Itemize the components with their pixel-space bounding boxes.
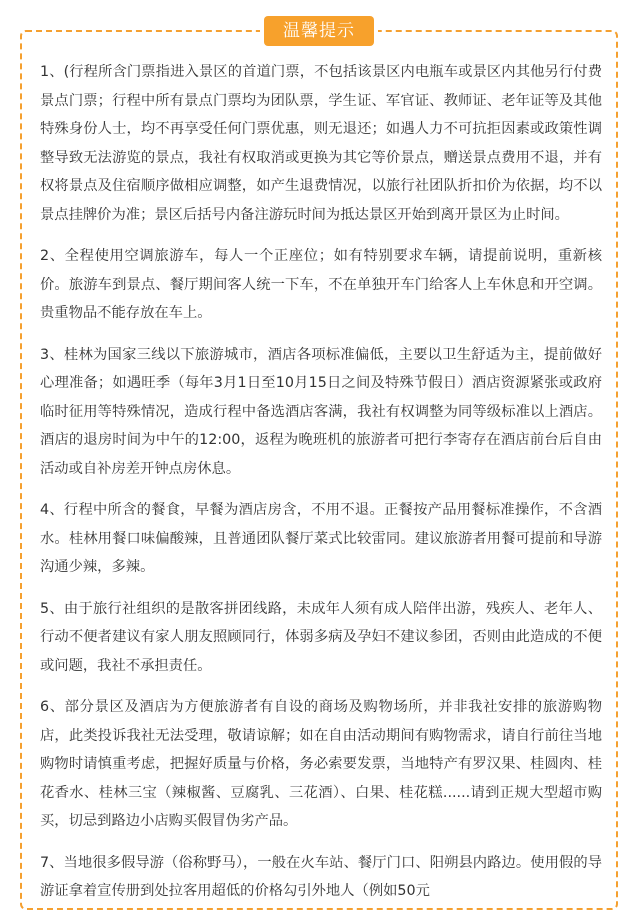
notice-paragraph-5: 5、由于旅行社组织的是散客拼团线路，未成年人须有成人陪伴出游，残疾人、老年人、行动不便者建议有家人朋友照顾同行，体弱多病及孕妇不建议参团，否则由此造成的不便或问题，我社不承担责任。 — [40, 600, 602, 674]
notice-paragraph-7: 7、当地很多假导游（俗称野马），一般在火车站、餐厅门口、阳朔县内路边。使用假的导游证拿着宣传册到处拉客用超低的价格勾引外地人（例如50元 — [40, 854, 602, 899]
notice-paragraph-4: 4、行程中所含的餐食，早餐为酒店房含，不用不退。正餐按产品用餐标准操作，不含酒水。桂林用餐口味偏酸辣，且普通团队餐厅菜式比较雷同。建议旅游者用餐可提前和导游沟通少辣，多辣。 — [40, 502, 602, 575]
notice-paragraph-6: 6、部分景区及酒店为方便旅游者有自设的商场及购物场所，并非我社安排的旅游购物店，此类投诉我社无法受理，敬请谅解；如在自由活动期间有购物需求，请自行前往当地购物时请慎重考虑，把握好质量与价格，务必索要发票，当地特产有罗汉果、桂圆肉、桂花香水、桂林三宝（辣椒酱、豆腐乳、三花酒）、白果、桂花糕......请到正规大型超市购买，切忌到路边小店购买假冒伪劣产品。 — [40, 699, 602, 829]
notice-paragraph-3: 3、桂林为国家三线以下旅游城市，酒店各项标准偏低，主要以卫生舒适为主，提前做好心理准备；如遇旺季（每年3月1日至10月15日之间及特殊节假日）酒店资源紧张或政府临时征用等特殊情况，造成行程中备选酒店客满，我社有权调整为同等级标准以上酒店。酒店的退房时间为中午的12:00，返程为晚班机的旅游者可把行李寄存在酒店前台后自由活动或自补房差开钟点房休息。 — [40, 346, 602, 477]
notice-paragraph-1: 1、(行程所含门票指进入景区的首道门票，不包括该景区内电瓶车或景区内其他另行付费景点门票；行程中所有景点门票均为团队票，学生证、军官证、教师证、老年证等及其他特殊身份人士，均不再享受任何门票优惠，则无退还；如遇人力不可抗拒因素或政策性调整导致无法游览的景点，我社有权取消或更换为其它等价景点，赠送景点费用不退，并有权将景点及住宿顺序做相应调整，如产生退费情况，以旅行社团队折扣价为依据，均不以景点挂牌价为准；景区后括号内备注游玩时间为抵达景区开始到离开景区为止时间。 — [40, 64, 602, 223]
notice-content — [40, 58, 602, 919]
notice-title-badge: 温馨提示 — [264, 16, 374, 46]
notice-paragraph-2: 2、全程使用空调旅游车，每人一个正座位；如有特别要求车辆，请提前说明，重新核价。旅游车到景点、餐厅期间客人统一下车，不在单独开车门给客人上车休息和开空调。贵重物品不能存放在车上。 — [40, 248, 602, 321]
